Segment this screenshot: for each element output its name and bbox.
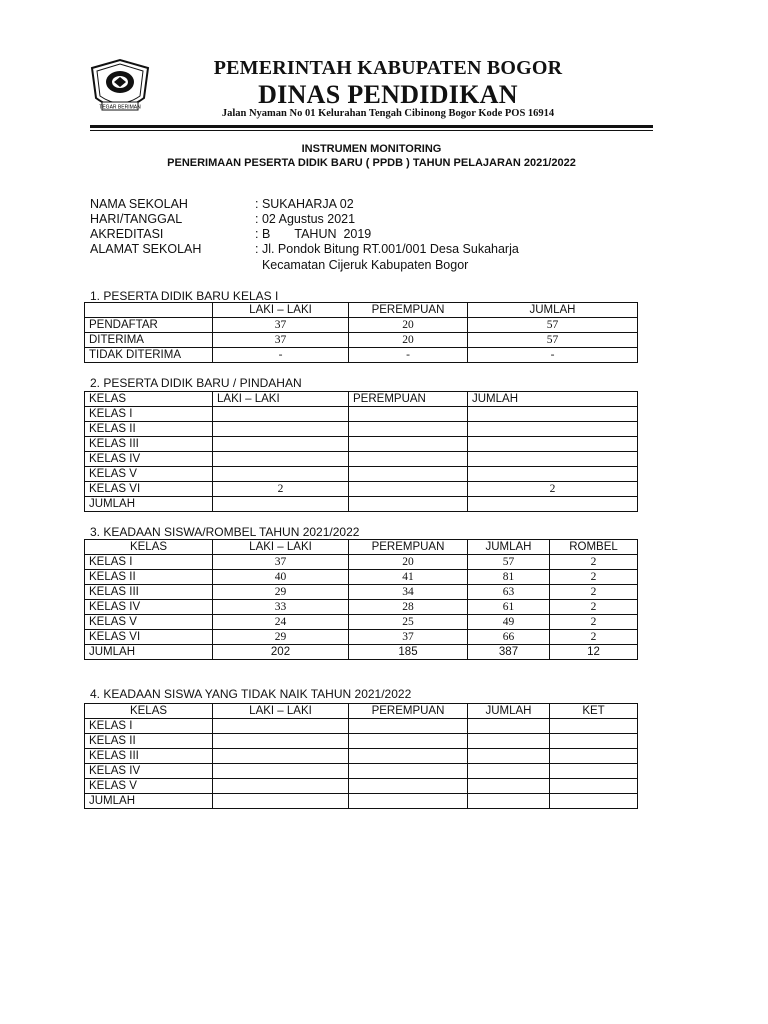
table-cell (468, 734, 550, 749)
table-cell: 37 (213, 318, 349, 333)
table-cell: 29 (213, 585, 349, 600)
table-cell: 57 (468, 333, 638, 348)
table-cell (349, 482, 468, 497)
table-row (85, 645, 638, 660)
section-4-title: 4. KEADAAN SISWA YANG TIDAK NAIK TAHUN 2021/2022 (90, 687, 412, 701)
info-value-date: : 02 Agustus 2021 (255, 212, 356, 226)
row-label: KELAS VI (85, 482, 213, 497)
table-cell: 2 (550, 630, 638, 645)
header-cell: PEREMPUAN (349, 540, 468, 555)
table-cell (349, 734, 468, 749)
header-cell: LAKI – LAKI (213, 303, 349, 318)
info-value-school-name: : SUKAHARJA 02 (255, 197, 354, 211)
row-label: KELAS III (85, 585, 213, 600)
government-name: PEMERINTAH KABUPATEN BOGOR (213, 57, 563, 79)
table-cell: 20 (349, 318, 468, 333)
table-cell (550, 734, 638, 749)
table-cell: 24 (213, 615, 349, 630)
table-cell: 37 (213, 333, 349, 348)
table-cell (468, 497, 638, 512)
letterhead-divider-thin (90, 130, 653, 131)
table-cell (550, 764, 638, 779)
table-cell (213, 779, 349, 794)
info-value-accreditation: : B TAHUN 2019 (255, 227, 372, 241)
row-label: KELAS V (85, 615, 213, 630)
table-cell: 12 (550, 645, 638, 660)
header-cell: JUMLAH (468, 303, 638, 318)
table-row (85, 467, 638, 482)
table-header-row (85, 303, 638, 318)
table-row (85, 437, 638, 452)
table-cell: 387 (468, 645, 550, 660)
table-row (85, 407, 638, 422)
table-cell (213, 422, 349, 437)
table-cell: - (213, 348, 349, 363)
table-cell (213, 407, 349, 422)
table-cell (213, 497, 349, 512)
table-cell: 33 (213, 600, 349, 615)
logo-motto: TEGAR BERIMAN (99, 104, 141, 111)
table-cell (349, 437, 468, 452)
table-cell: 63 (468, 585, 550, 600)
table-transfer-students (84, 391, 638, 512)
table-row (85, 348, 638, 363)
table-cell (213, 764, 349, 779)
table-cell (550, 794, 638, 809)
table-cell (349, 794, 468, 809)
row-label: KELAS V (85, 467, 213, 482)
table-cell (349, 779, 468, 794)
header-cell: PEREMPUAN (349, 392, 468, 407)
info-value-address: : Jl. Pondok Bitung RT.001/001 Desa Sukaharja (255, 242, 519, 256)
table-cell (349, 749, 468, 764)
table-cell (213, 734, 349, 749)
table-row (85, 497, 638, 512)
table-cell: 185 (349, 645, 468, 660)
row-label: KELAS II (85, 734, 213, 749)
table-cell: 25 (349, 615, 468, 630)
table-cell: 20 (349, 555, 468, 570)
document-subtitle: PENERIMAAN PESERTA DIDIK BARU ( PPDB ) TAHUN PELAJARAN 2021/2022 (167, 157, 576, 169)
table-row (85, 794, 638, 809)
table-cell (468, 452, 638, 467)
table-cell: 49 (468, 615, 550, 630)
table-cell: 20 (349, 333, 468, 348)
table-not-promoted (84, 703, 638, 809)
table-row (85, 333, 638, 348)
header-cell: JUMLAH (468, 392, 638, 407)
row-label: DITERIMA (85, 333, 213, 348)
section-2-title: 2. PESERTA DIDIK BARU / PINDAHAN (90, 376, 302, 390)
header-cell: KET (550, 704, 638, 719)
table-row (85, 482, 638, 497)
header-cell: LAKI – LAKI (213, 540, 349, 555)
table-row (85, 585, 638, 600)
letterhead-address: Jalan Nyaman No 01 Kelurahan Tengah Cibinong Bogor Kode POS 16914 (221, 108, 555, 119)
row-label: KELAS I (85, 555, 213, 570)
info-label-accreditation: AKREDITASI (90, 227, 164, 241)
table-cell (213, 719, 349, 734)
header-cell: KELAS (85, 704, 213, 719)
letterhead-divider (90, 125, 653, 128)
table-row (85, 555, 638, 570)
table-student-rombel (84, 539, 638, 660)
table-cell (349, 452, 468, 467)
table-cell (468, 467, 638, 482)
row-label: PENDAFTAR (85, 318, 213, 333)
table-cell: 2 (550, 615, 638, 630)
row-label: KELAS IV (85, 452, 213, 467)
table-row (85, 719, 638, 734)
header-cell: PEREMPUAN (349, 303, 468, 318)
table-cell: 202 (213, 645, 349, 660)
header-cell: JUMLAH (468, 704, 550, 719)
header-cell: JUMLAH (468, 540, 550, 555)
table-cell: 29 (213, 630, 349, 645)
document-title: INSTRUMEN MONITORING (301, 143, 442, 155)
table-cell (468, 407, 638, 422)
table-row (85, 318, 638, 333)
table-cell: 2 (550, 585, 638, 600)
table-cell (468, 719, 550, 734)
table-row (85, 452, 638, 467)
row-label: KELAS I (85, 719, 213, 734)
info-label-date: HARI/TANGGAL (90, 212, 183, 226)
table-cell: 66 (468, 630, 550, 645)
header-cell: LAKI – LAKI (213, 392, 349, 407)
row-label: JUMLAH (85, 645, 213, 660)
header-cell (85, 303, 213, 318)
header-cell: KELAS (85, 392, 213, 407)
table-cell (468, 779, 550, 794)
table-cell: - (349, 348, 468, 363)
table-row (85, 734, 638, 749)
header-cell: PEREMPUAN (349, 704, 468, 719)
table-cell: 81 (468, 570, 550, 585)
table-cell: - (468, 348, 638, 363)
info-value-address-line2: Kecamatan Cijeruk Kabupaten Bogor (255, 258, 469, 272)
info-label-school-name: NAMA SEKOLAH (90, 197, 188, 211)
header-cell: KELAS (85, 540, 213, 555)
table-cell (349, 467, 468, 482)
table-cell (213, 749, 349, 764)
department-name: DINAS PENDIDIKAN (258, 80, 518, 109)
table-cell (213, 794, 349, 809)
table-cell (468, 794, 550, 809)
table-cell: 34 (349, 585, 468, 600)
table-cell (468, 764, 550, 779)
table-cell: 2 (550, 600, 638, 615)
table-header-row (85, 540, 638, 555)
table-cell: 28 (349, 600, 468, 615)
row-label: KELAS II (85, 422, 213, 437)
row-label: JUMLAH (85, 794, 213, 809)
table-cell: 2 (550, 555, 638, 570)
table-header-row (85, 704, 638, 719)
table-cell (468, 422, 638, 437)
row-label: KELAS III (85, 749, 213, 764)
table-cell: 40 (213, 570, 349, 585)
table-row (85, 779, 638, 794)
table-cell: 61 (468, 600, 550, 615)
regency-emblem-logo (88, 58, 152, 118)
table-cell: 57 (468, 555, 550, 570)
table-cell: 37 (213, 555, 349, 570)
table-cell (213, 452, 349, 467)
section-1-title: 1. PESERTA DIDIK BARU KELAS I (90, 289, 279, 303)
row-label: KELAS IV (85, 764, 213, 779)
table-cell: 37 (349, 630, 468, 645)
table-new-students-class1 (84, 302, 638, 363)
table-row (85, 570, 638, 585)
table-cell (349, 407, 468, 422)
table-cell (213, 467, 349, 482)
section-3-title: 3. KEADAAN SISWA/ROMBEL TAHUN 2021/2022 (90, 525, 360, 539)
table-cell (550, 779, 638, 794)
table-row (85, 422, 638, 437)
table-cell: 57 (468, 318, 638, 333)
table-cell (213, 437, 349, 452)
header-cell: ROMBEL (550, 540, 638, 555)
table-header-row (85, 392, 638, 407)
table-cell: 2 (550, 570, 638, 585)
row-label: KELAS I (85, 407, 213, 422)
row-label: KELAS II (85, 570, 213, 585)
table-row (85, 749, 638, 764)
info-label-address: ALAMAT SEKOLAH (90, 242, 202, 256)
table-row (85, 615, 638, 630)
row-label: KELAS V (85, 779, 213, 794)
table-cell: 41 (349, 570, 468, 585)
row-label: TIDAK DITERIMA (85, 348, 213, 363)
table-cell (349, 422, 468, 437)
table-cell (468, 437, 638, 452)
table-cell (349, 497, 468, 512)
table-cell: 2 (468, 482, 638, 497)
row-label: KELAS VI (85, 630, 213, 645)
table-row (85, 600, 638, 615)
table-cell: 2 (213, 482, 349, 497)
row-label: KELAS IV (85, 600, 213, 615)
table-cell (550, 719, 638, 734)
header-cell: LAKI – LAKI (213, 704, 349, 719)
table-row (85, 764, 638, 779)
table-cell (468, 749, 550, 764)
table-cell (349, 764, 468, 779)
table-row (85, 630, 638, 645)
table-cell (349, 719, 468, 734)
row-label: JUMLAH (85, 497, 213, 512)
row-label: KELAS III (85, 437, 213, 452)
table-cell (550, 749, 638, 764)
